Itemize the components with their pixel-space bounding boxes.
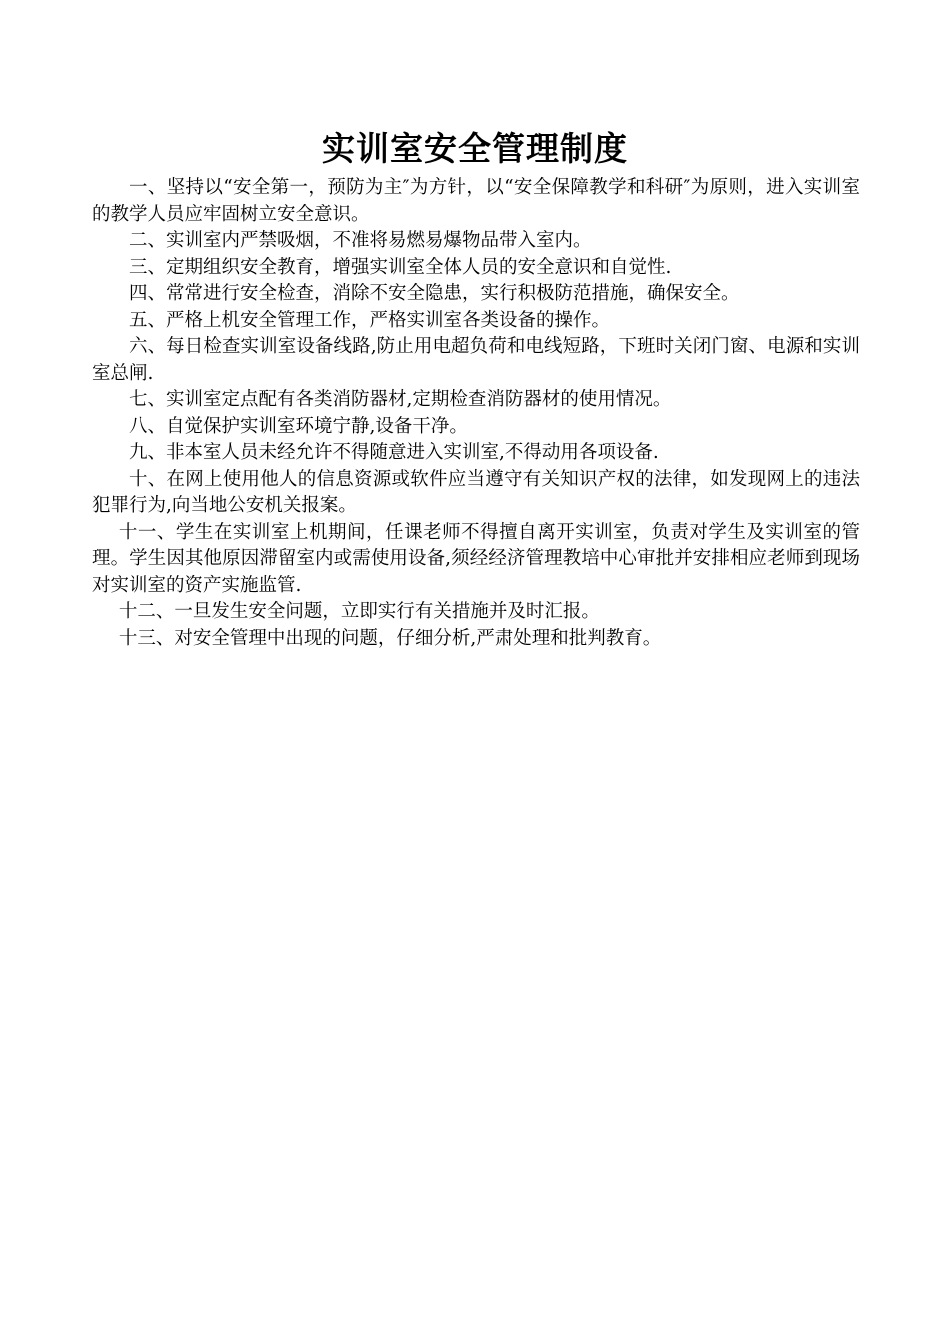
- rule-paragraph-13: 十三、对安全管理中出现的问题，仔细分析,严肃处理和批判教育。: [118, 627, 662, 649]
- rule-paragraph-10: 十、在网上使用他人的信息资源或软件应当遵守有关知识产权的法律，如发现网上的违法犯罪行为,向当地公安机关报案。: [92, 468, 860, 516]
- rule-paragraph-3: 三、定期组织安全教育，增强实训室全体人员的安全意识和自觉性.: [129, 256, 672, 278]
- rule-paragraph-4: 四、常常进行安全检查，消除不安全隐患，实行积极防范措施，确保安全。: [129, 283, 740, 304]
- rule-paragraph-11: 十一、学生在实训室上机期间，任课老师不得擅自离开实训室，负责对学生及实训室的管理。学生因其他原因滞留室内或需使用设备,须经经济管理教培中心审批并安排相应老师到现场对实训室的资产实施监管.: [92, 521, 860, 596]
- rule-paragraph-5: 五、严格上机安全管理工作，严格实训室各类设备的操作。: [129, 309, 611, 331]
- rule-paragraph-6: 六、每日检查实训室设备线路,防止用电超负荷和电线短路，下班时关闭门窗、电源和实训室总闸.: [92, 336, 860, 384]
- rule-paragraph-2: 二、实训室内严禁吸烟，不准将易燃易爆物品带入室内。: [129, 230, 592, 251]
- rule-paragraph-8: 八、自觉保护实训室环境宁静,设备干净。: [129, 415, 468, 437]
- rule-paragraph-9: 九、非本室人员未经允许不得随意进入实训室,不得动用各项设备.: [129, 442, 659, 463]
- document-body: [92, 175, 860, 652]
- rule-paragraph-12: 十二、一旦发生安全问题，立即实行有关措施并及时汇报。: [118, 601, 600, 622]
- rule-paragraph-7: 七、实训室定点配有各类消防器材,定期检查消防器材的使用情况。: [129, 389, 672, 410]
- document-title: 实训室安全管理制度: [322, 129, 628, 168]
- rule-paragraph-1: 一、坚持以“安全第一，预防为主″为方针，以“安全保障教学和科研″为原则，进入实训室的教学人员应牢固树立安全意识。: [92, 177, 860, 225]
